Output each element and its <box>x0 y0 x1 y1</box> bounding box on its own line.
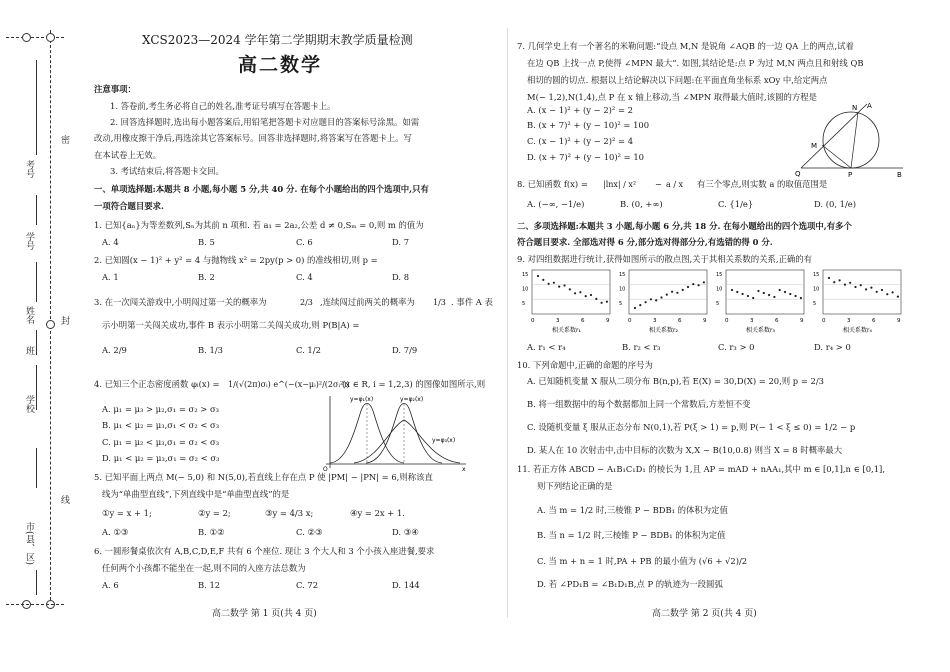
q3-option-c: C. 1/2 <box>296 345 321 355</box>
subject-title: 高二数学 <box>238 54 323 76</box>
school-line <box>36 365 37 410</box>
q9-scatter-plots <box>522 268 902 336</box>
q9-scatter-point <box>828 277 830 279</box>
q9-plot-r2 <box>619 270 707 334</box>
q1-option-c: C. 6 <box>296 237 313 247</box>
q8-stem-post: 有三个零点,则实数 a 的取值范围是 <box>697 179 828 189</box>
q9-scatter-point <box>666 294 668 296</box>
q9-plot-frame <box>629 270 707 314</box>
notice-item-2b: 改动,用橡皮擦干净后,再选涂其它答案标号。回答非选择题时,将答案写在答题卡上。写 <box>94 133 412 143</box>
q9-scatter-point <box>548 283 550 285</box>
q9-x-tick: 6 <box>678 318 682 324</box>
q9-scatter-point <box>736 291 738 293</box>
q6-option-c: C. 72 <box>296 580 319 590</box>
q9-plot-caption: 相关系数r₃ <box>746 327 775 334</box>
q11-option-c: C. 当 m + n = 1 时,PA + PB 的最小值为 (√6 + √2)/2 <box>537 556 748 566</box>
q7-label-q: Q <box>795 170 801 178</box>
q9-scatter-point <box>839 279 841 281</box>
binding-circle-side-a <box>22 33 31 42</box>
q9-scatter-point <box>590 294 592 296</box>
q11-stem: 11. 若正方体 ABCD − A₁B₁C₁D₁ 的棱长为 1,且 AP = mAD + nAA₁,其中 m ∈ [0,1],n ∈ [0,1], <box>517 464 885 474</box>
q7-seg-pm <box>822 145 851 168</box>
binding-dashed-line <box>50 30 51 605</box>
class-line <box>36 330 37 355</box>
q7-line-1: 7. 几何学史上有一个著名的米勒问题:“设点 M,N 是锐角 ∠AQB 的一边 QA 上的两点,试着 <box>517 41 854 51</box>
q9-scatter-point <box>655 299 657 301</box>
q9-option-d: D. r₄ > 0 <box>814 342 851 352</box>
q4-label-phi2: y=φ₂(x) <box>400 396 424 403</box>
q5-option-c: C. ②③ <box>296 527 323 537</box>
school-label: 学校 <box>24 395 34 413</box>
q5-option-d: D. ③④ <box>392 527 419 537</box>
q4-option-c: C. μ₁ = μ₂ < μ₃,σ₁ = σ₂ < σ₃ <box>102 437 220 447</box>
q8-option-c: C. {1/e} <box>718 199 754 209</box>
q8-stem-mid: − <box>655 179 663 189</box>
q1-option-a: A. 4 <box>102 237 119 247</box>
q4-option-d: D. μ₁ < μ₂ = μ₃,σ₁ = σ₂ < σ₃ <box>102 453 220 463</box>
q9-scatter-point <box>542 279 544 281</box>
q9-plot-r4 <box>813 270 901 334</box>
notice-item-2: 2. 回答选择题时,选出每小题答案后,用铅笔把答题卡对应题目的答案标号涂黑。如需 <box>110 117 420 127</box>
q10-stem: 10. 下列命题中,正确的命题的序号为 <box>517 360 653 370</box>
q9-x-tick: 3 <box>653 318 657 324</box>
county-line <box>36 448 37 488</box>
q4-option-b: B. μ₁ < μ₂ = μ₃,σ₁ < σ₂ < σ₃ <box>102 420 220 430</box>
q7-ray-qa <box>801 104 867 168</box>
q3-option-b: B. 1/3 <box>198 345 223 355</box>
q1-option-d: D. 7 <box>392 237 410 247</box>
q9-scatter-point <box>784 291 786 293</box>
q9-option-a: A. r₁ < r₄ <box>527 342 566 352</box>
q10-option-d: D. 某人在 10 次射击中,击中目标的次数为 X,X ~ B(10,0.8) 则当 X = 8 时概率最大 <box>527 445 843 455</box>
q9-y-tick: 15 <box>813 272 820 278</box>
q9-scatter-point <box>645 301 647 303</box>
q8-fraction-2: a / x <box>666 180 684 189</box>
q6-option-d: D. 144 <box>392 580 420 590</box>
q9-y-tick: 5 <box>813 301 817 308</box>
q4-label-phi1: y=φ₁(x) <box>350 396 374 403</box>
binding-bottom-dash <box>6 604 64 605</box>
q7-option-d: D. (x + 7)² + (y − 10)² = 10 <box>527 152 644 162</box>
q9-scatter-point <box>671 291 673 293</box>
q9-scatter-point <box>742 293 744 295</box>
q9-plot-r1 <box>522 270 610 334</box>
q9-scatter-point <box>854 286 856 288</box>
q9-x-tick: 6 <box>581 318 585 324</box>
q9-y-tick: 10 <box>716 286 723 293</box>
q2-option-a: A. 1 <box>102 272 119 282</box>
q9-scatter-point <box>844 284 846 286</box>
q9-scatter-point <box>585 295 587 297</box>
q4-formula: 1/(√(2π)σᵢ) e^(−(x−μᵢ)²/(2σᵢ²)) <box>228 380 350 389</box>
q11-option-d: D. 若 ∠PD₁B = ∠B₁D₁B,点 P 的轨迹为一段圆弧 <box>537 579 723 589</box>
q6-option-a: A. 6 <box>102 580 119 590</box>
q7-label-n: N <box>852 104 858 112</box>
binding-circle-mid <box>46 320 55 329</box>
q7-miller-figure <box>795 100 907 178</box>
footer-page-1: 高二数学 第 1 页(共 4 页) <box>212 609 317 619</box>
seal-char-xian: 线 <box>59 495 69 504</box>
q9-scatter-point <box>865 288 867 290</box>
q9-scatter-point <box>833 281 835 283</box>
notice-heading: 注意事项： <box>94 84 136 94</box>
q9-scatter-point <box>698 284 700 286</box>
q3-stem-mid: ,连续闯过前两关的概率为 <box>320 297 415 307</box>
q9-plot-caption: 相关系数r₄ <box>843 327 872 334</box>
q6-stem: 6. 一圆形餐桌依次有 A,B,C,D,E,F 共有 6 个座位. 现让 3 个大人和 3 个小孩入座进餐,要求 <box>94 546 435 556</box>
q9-scatter-point <box>687 286 689 288</box>
section1-heading: 一、单项选择题:本题共 8 小题,每小题 5 分,共 40 分. 在每个小题给出的四个选项中,只有 <box>94 184 429 194</box>
q7-label-m: M <box>811 142 818 150</box>
name-line <box>36 262 37 302</box>
q9-x-tick: 9 <box>703 318 707 324</box>
q9-plot-r3 <box>716 270 804 334</box>
q9-scatter-point <box>747 295 749 297</box>
q9-plot-frame <box>823 270 901 314</box>
q9-x-tick: 9 <box>897 318 901 324</box>
q9-stem: 9. 对四组数据进行统计,获得如图所示的散点图,关于其相关系数的关系,正确的有 <box>517 254 813 264</box>
q9-y-tick: 5 <box>716 301 720 308</box>
q4-x-label: x <box>462 466 466 472</box>
q9-scatter-point <box>601 302 603 304</box>
q9-scatter-point <box>897 296 899 298</box>
q9-y-tick: 5 <box>522 301 526 308</box>
q9-scatter-point <box>660 296 662 298</box>
section2-heading-2: 符合题目要求. 全部选对得 6 分,部分选对得部分分,有选错的得 0 分. <box>517 237 773 247</box>
seal-char-mi: 密 <box>59 135 69 144</box>
q9-scatter-point <box>569 288 571 290</box>
q9-x-tick: 0 <box>822 318 826 324</box>
q3-fraction-1: 2/3 <box>300 298 313 307</box>
q9-scatter-point <box>553 282 555 284</box>
q9-scatter-point <box>650 298 652 300</box>
q9-scatter-point <box>892 291 894 293</box>
column-divider <box>507 28 508 618</box>
q4-option-a: A. μ₁ = μ₃ > μ₂,σ₁ = σ₂ > σ₃ <box>102 404 220 414</box>
q9-plot-frame <box>532 270 610 314</box>
q8-stem-pre: 8. 已知函数 f(x) = <box>517 179 588 189</box>
q9-x-tick: 6 <box>872 318 876 324</box>
q4-normal-curves-figure <box>320 392 470 472</box>
q9-y-tick: 15 <box>522 272 529 278</box>
q9-scatter-point <box>795 295 797 297</box>
seal-char-feng: 封 <box>59 316 69 325</box>
q9-x-tick: 0 <box>628 318 632 324</box>
notice-item-2c: 在本试卷上无效。 <box>94 150 161 160</box>
q9-scatter-point <box>757 290 759 292</box>
q7-option-b: B. (x + 7)² + (y − 10)² = 100 <box>527 120 650 130</box>
q2-option-d: D. 8 <box>392 272 410 282</box>
student-no-line <box>36 195 37 225</box>
county-label: 市(县、区) <box>24 522 34 566</box>
q4-stem-pre: 4. 已知三个正态密度函数 φᵢ(x) = <box>94 379 220 389</box>
q9-plot-caption: 相关系数r₁ <box>552 327 581 334</box>
q8-option-a: A. (−∞, −1/e) <box>527 199 585 209</box>
q9-scatter-point <box>558 286 560 288</box>
q9-y-tick: 10 <box>522 286 529 293</box>
student-no-label: 学号 <box>24 232 34 250</box>
q4-origin: O <box>323 466 328 472</box>
q9-scatter-point <box>574 292 576 294</box>
q9-scatter-point <box>634 307 636 309</box>
section1-heading-2: 一项符合题目要求. <box>94 201 164 211</box>
q11-option-a: A. 当 m = 1/2 时,三棱锥 P − BDB₁ 的体积为定值 <box>537 505 728 515</box>
q11-option-b: B. 当 n = 1/2 时,三棱锥 P − BDB₁ 的体积为定值 <box>537 530 726 540</box>
q9-scatter-point <box>752 297 754 299</box>
binding-circle-top <box>46 33 55 42</box>
q5-choice-3: ③y = 4/3 x; <box>265 508 314 518</box>
notice-item-1: 1. 答卷前,考生务必将自己的姓名,准考证号填写在答题卡上。 <box>110 101 336 111</box>
q9-scatter-point <box>860 284 862 286</box>
q2-option-b: B. 2 <box>198 272 215 282</box>
q9-x-tick: 3 <box>750 318 754 324</box>
q9-scatter-point <box>886 293 888 295</box>
q11-line-2: 则下列结论正确的是 <box>537 481 613 491</box>
q9-x-tick: 9 <box>606 318 610 324</box>
q3-line-2: 示小明第一关闯关成功,事件 B 表示小明第二关闯关成功,则 P(B|A) = <box>102 320 360 330</box>
q9-x-tick: 9 <box>800 318 804 324</box>
q4-label-phi3: y=φ₃(x) <box>432 437 456 444</box>
q9-scatter-point <box>773 296 775 298</box>
footer-page-2: 高二数学 第 2 页(共 4 页) <box>652 609 757 619</box>
section2-heading: 二、多项选择题:本题共 3 小题,每小题 6 分,共 18 分. 在每小题给出的四个选项中,有多个 <box>517 221 852 231</box>
q9-scatter-point <box>579 291 581 293</box>
q8-fraction-1: |lnx| / x² <box>603 180 637 189</box>
q9-y-tick: 10 <box>619 286 626 293</box>
q2-stem: 2. 已知圆(x − 1)² + y² = 4 与抛物线 x² = 2py(p > 0) 的准线相切,则 p = <box>94 255 378 265</box>
q6-line-2: 任何两个小孩都不能坐在一起,则不同的入座方法总数为 <box>102 563 306 573</box>
q5-stem: 5. 已知平面上两点 M(− 5,0) 和 N(5,0),若直线上存在点 P 使 |PM| − |PN| = 6,则称该直 <box>94 472 433 482</box>
q3-stem-pre: 3. 在一次闯关游戏中,小明闯过第一关的概率为 <box>94 297 267 307</box>
q7-seg-pn <box>851 112 858 168</box>
q9-x-tick: 6 <box>775 318 779 324</box>
q9-y-tick: 5 <box>619 301 623 308</box>
q3-stem-post: . 事件 A 表 <box>451 297 493 307</box>
q7-option-a: A. (x − 1)² + (y − 2)² = 2 <box>527 105 633 115</box>
q8-option-b: B. (0, +∞) <box>620 199 663 209</box>
q9-scatter-point <box>789 293 791 295</box>
q9-x-tick: 0 <box>725 318 729 324</box>
class-label: 班 <box>24 346 34 355</box>
q9-option-b: B. r₂ < r₃ <box>622 342 661 352</box>
q9-scatter-point <box>849 282 851 284</box>
q9-x-tick: 0 <box>531 318 535 324</box>
q1-stem: 1. 已知{aₙ}为等差数列,Sₙ为其前 n 项和. 若 a₁ = 2a₂,公差 d ≠ 0,Sₘ = 0,则 m 的值为 <box>94 220 424 230</box>
q9-scatter-point <box>731 289 733 291</box>
q7-label-a: A <box>867 102 872 110</box>
q9-scatter-point <box>876 291 878 293</box>
q9-x-tick: 3 <box>556 318 560 324</box>
q9-scatter-point <box>870 287 872 289</box>
q9-x-tick: 3 <box>847 318 851 324</box>
q5-choice-1: ①y = x + 1; <box>102 508 152 518</box>
exam-title: XCS2023—2024 学年第二学期期末教学质量检测 <box>142 33 413 47</box>
q9-y-tick: 15 <box>716 272 723 278</box>
q9-scatter-point <box>779 289 781 291</box>
q9-scatter-point <box>768 294 770 296</box>
q9-scatter-point <box>692 283 694 285</box>
binding-top-dash <box>6 37 64 38</box>
q9-scatter-point <box>676 292 678 294</box>
q7-line-4: M(− 1,2),N(1,4),点 P 在 x 轴上移动,当 ∠MPN 取得最大值时,该圆的方程是 <box>527 92 817 102</box>
exam-no-label: 考号 <box>24 160 34 178</box>
q9-scatter-point <box>763 292 765 294</box>
q9-scatter-point <box>703 281 705 283</box>
q7-line-2: 在边 QB 上找一点 P,使得 ∠MPN 最大”. 如图,其结论是:点 P 为过 M,N 两点且和射线 QB <box>527 58 864 68</box>
q9-scatter-point <box>537 275 539 277</box>
q7-circle <box>823 112 879 168</box>
q7-line-3: 相切的圆的切点. 根据以上结论解决以下问题:在平面直角坐标系 xOy 中,给定两点 <box>527 75 828 85</box>
q9-scatter-point <box>595 298 597 300</box>
q5-choice-2: ②y = 2; <box>198 508 231 518</box>
q3-option-d: D. 7/9 <box>392 345 418 355</box>
q9-scatter-point <box>881 289 883 291</box>
q7-label-p: P <box>848 171 853 178</box>
q9-scatter-point <box>682 289 684 291</box>
q5-choice-4: ④y = 2x + 1. <box>350 508 405 518</box>
name-label: 姓名 <box>24 306 34 324</box>
q4-stem-post: (x ∈ R, i = 1,2,3) 的图像如图所示,则 <box>342 379 486 389</box>
q9-y-tick: 15 <box>619 272 626 278</box>
q7-option-c: C. (x − 1)² + (y − 2)² = 4 <box>527 136 634 146</box>
q3-option-a: A. 2/9 <box>102 345 127 355</box>
q9-scatter-point <box>563 284 565 286</box>
q5-option-a: A. ①③ <box>102 527 129 537</box>
q10-option-b: B. 将一组数据中的每个数据都加上同一个常数后,方差恒不变 <box>527 399 751 409</box>
q5-line-2: 线为“单曲型直线”,下列直线中是“单曲型直线”的是 <box>102 489 290 499</box>
q9-scatter-point <box>606 301 608 303</box>
q9-option-c: C. r₃ > 0 <box>718 342 755 352</box>
q9-scatter-point <box>800 297 802 299</box>
q9-plot-caption: 相关系数r₂ <box>649 327 678 334</box>
q8-option-d: D. (0, 1/e) <box>814 199 857 209</box>
q6-option-b: B. 12 <box>198 580 221 590</box>
q5-option-b: B. ①② <box>198 527 225 537</box>
q10-option-a: A. 已知随机变量 X 服从二项分布 B(n,p),若 E(X) = 30,D(X) = 20,则 p = 2/3 <box>527 376 824 386</box>
q10-option-c: C. 设随机变量 ξ 服从正态分布 N(0,1),若 P(ξ > 1) = p,则 P(− 1 < ξ ≤ 0) = 1/2 − p <box>527 422 856 432</box>
county-line-b <box>36 570 37 595</box>
q3-fraction-2: 1/3 <box>433 298 446 307</box>
q9-y-tick: 10 <box>813 286 820 293</box>
q7-label-b: B <box>897 171 902 178</box>
q2-option-c: C. 4 <box>296 272 313 282</box>
notice-item-3: 3. 考试结束后,将答题卡交回。 <box>110 166 224 176</box>
q9-scatter-point <box>639 304 641 306</box>
exam-no-line <box>36 60 37 155</box>
q1-option-b: B. 5 <box>198 237 215 247</box>
